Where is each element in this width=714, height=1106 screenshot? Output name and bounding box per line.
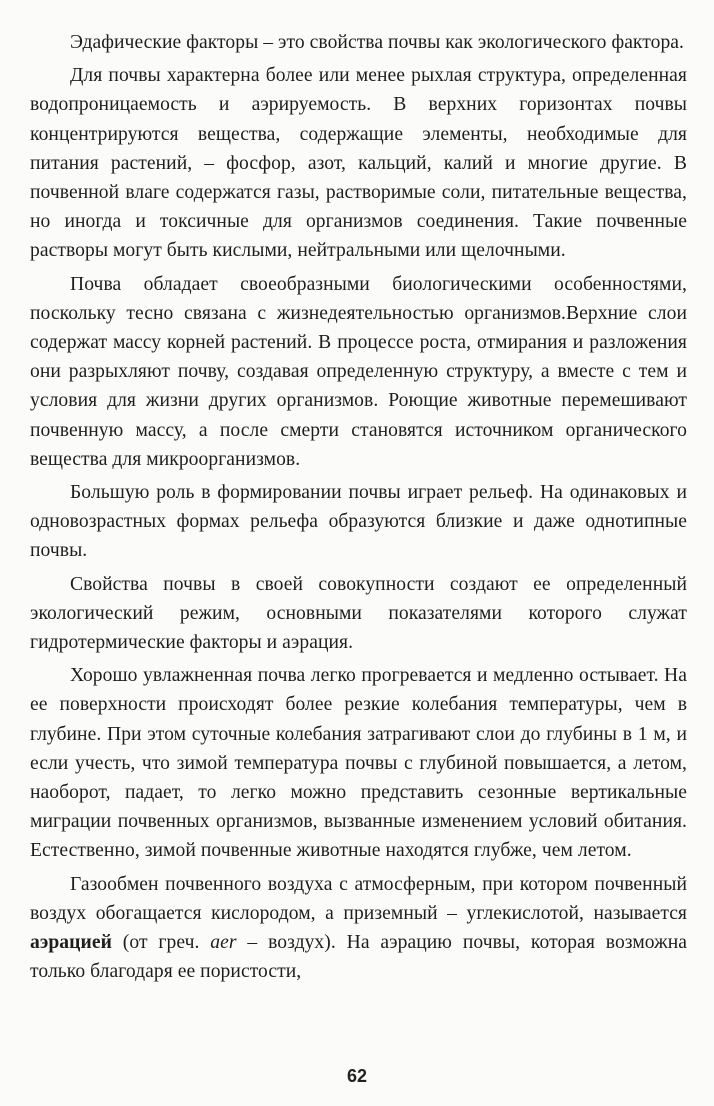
aeration-text-end: – воздух). На аэрацию почвы, которая возможна только благодаря ее пористости, xyxy=(30,932,687,983)
paragraph-ecological-regime: Свойства почвы в своей совокупности создают ее определенный экологический режим, основными показателями которого служат гидротермические факторы и аэрация. xyxy=(30,573,687,654)
paragraph-soil-structure: Для почвы характерна более или менее рыхлая структура, определенная водопроницаемость и аэрируемость. В верхних горизонтах почвы концентрируются вещества, содержащие элементы, необходимые для питания растений, – фосфор, азот, кальций, калий и многие другие. В почвенной влаге содержатся газы, растворимые соли, питательные вещества, но иногда и токсичные для организмов соединения. Такие почвенные растворы могут быть кислыми, нейтральными или щелочными. xyxy=(30,65,687,262)
paragraph-edaphic-factors: Эдафические факторы – это свойства почвы как экологического фактора. xyxy=(70,32,684,53)
aeration-etymon: aer xyxy=(210,932,237,954)
paragraph-biological-features: Почва обладает своеобразными биологическими особенностями, поскольку тесно связана с жизнедеятельностью организмов.Верхние слои содержат массу корней растений. В процессе роста, отмирания и разложения они разрыхляют почву, создавая определенную структуру, а вместе с тем и условия для жизни других организмов. Роющие животные перемешивают почвенную массу, а после смерти становятся источником органического вещества для микроорганизмов. xyxy=(30,273,687,470)
aeration-text-start: Газообмен почвенного воздуха с атмосферным, при котором почвенный воздух обогащается кислородом, а приземный – углекислотой, называется xyxy=(30,873,687,924)
aeration-term: аэрацией xyxy=(30,932,112,954)
paragraph-aeration xyxy=(30,870,687,987)
paragraph-relief: Большую роль в формировании почвы играет рельеф. На одинаковых и одновозрастных формах рельефа образуются близкие и даже однотипные почвы. xyxy=(30,482,687,562)
page-number: 62 xyxy=(346,1066,368,1086)
aeration-text-middle: (от греч. xyxy=(111,932,211,954)
page-body xyxy=(30,28,687,991)
paragraph-temperature: Хорошо увлажненная почва легко прогревается и медленно остывает. На ее поверхности происходят более резкие колебания температуры, чем в глубине. При этом суточные колебания затрагивают слои до глубины в 1 м, и если учесть, что зимой температура почвы с глубиной повышается, а летом, наоборот, падает, то легко можно представить сезонные вертикальные миграции почвенных организмов, вызванные изменением условий обитания. Естественно, зимой почвенные животные находятся глубже, чем летом. xyxy=(30,665,687,862)
